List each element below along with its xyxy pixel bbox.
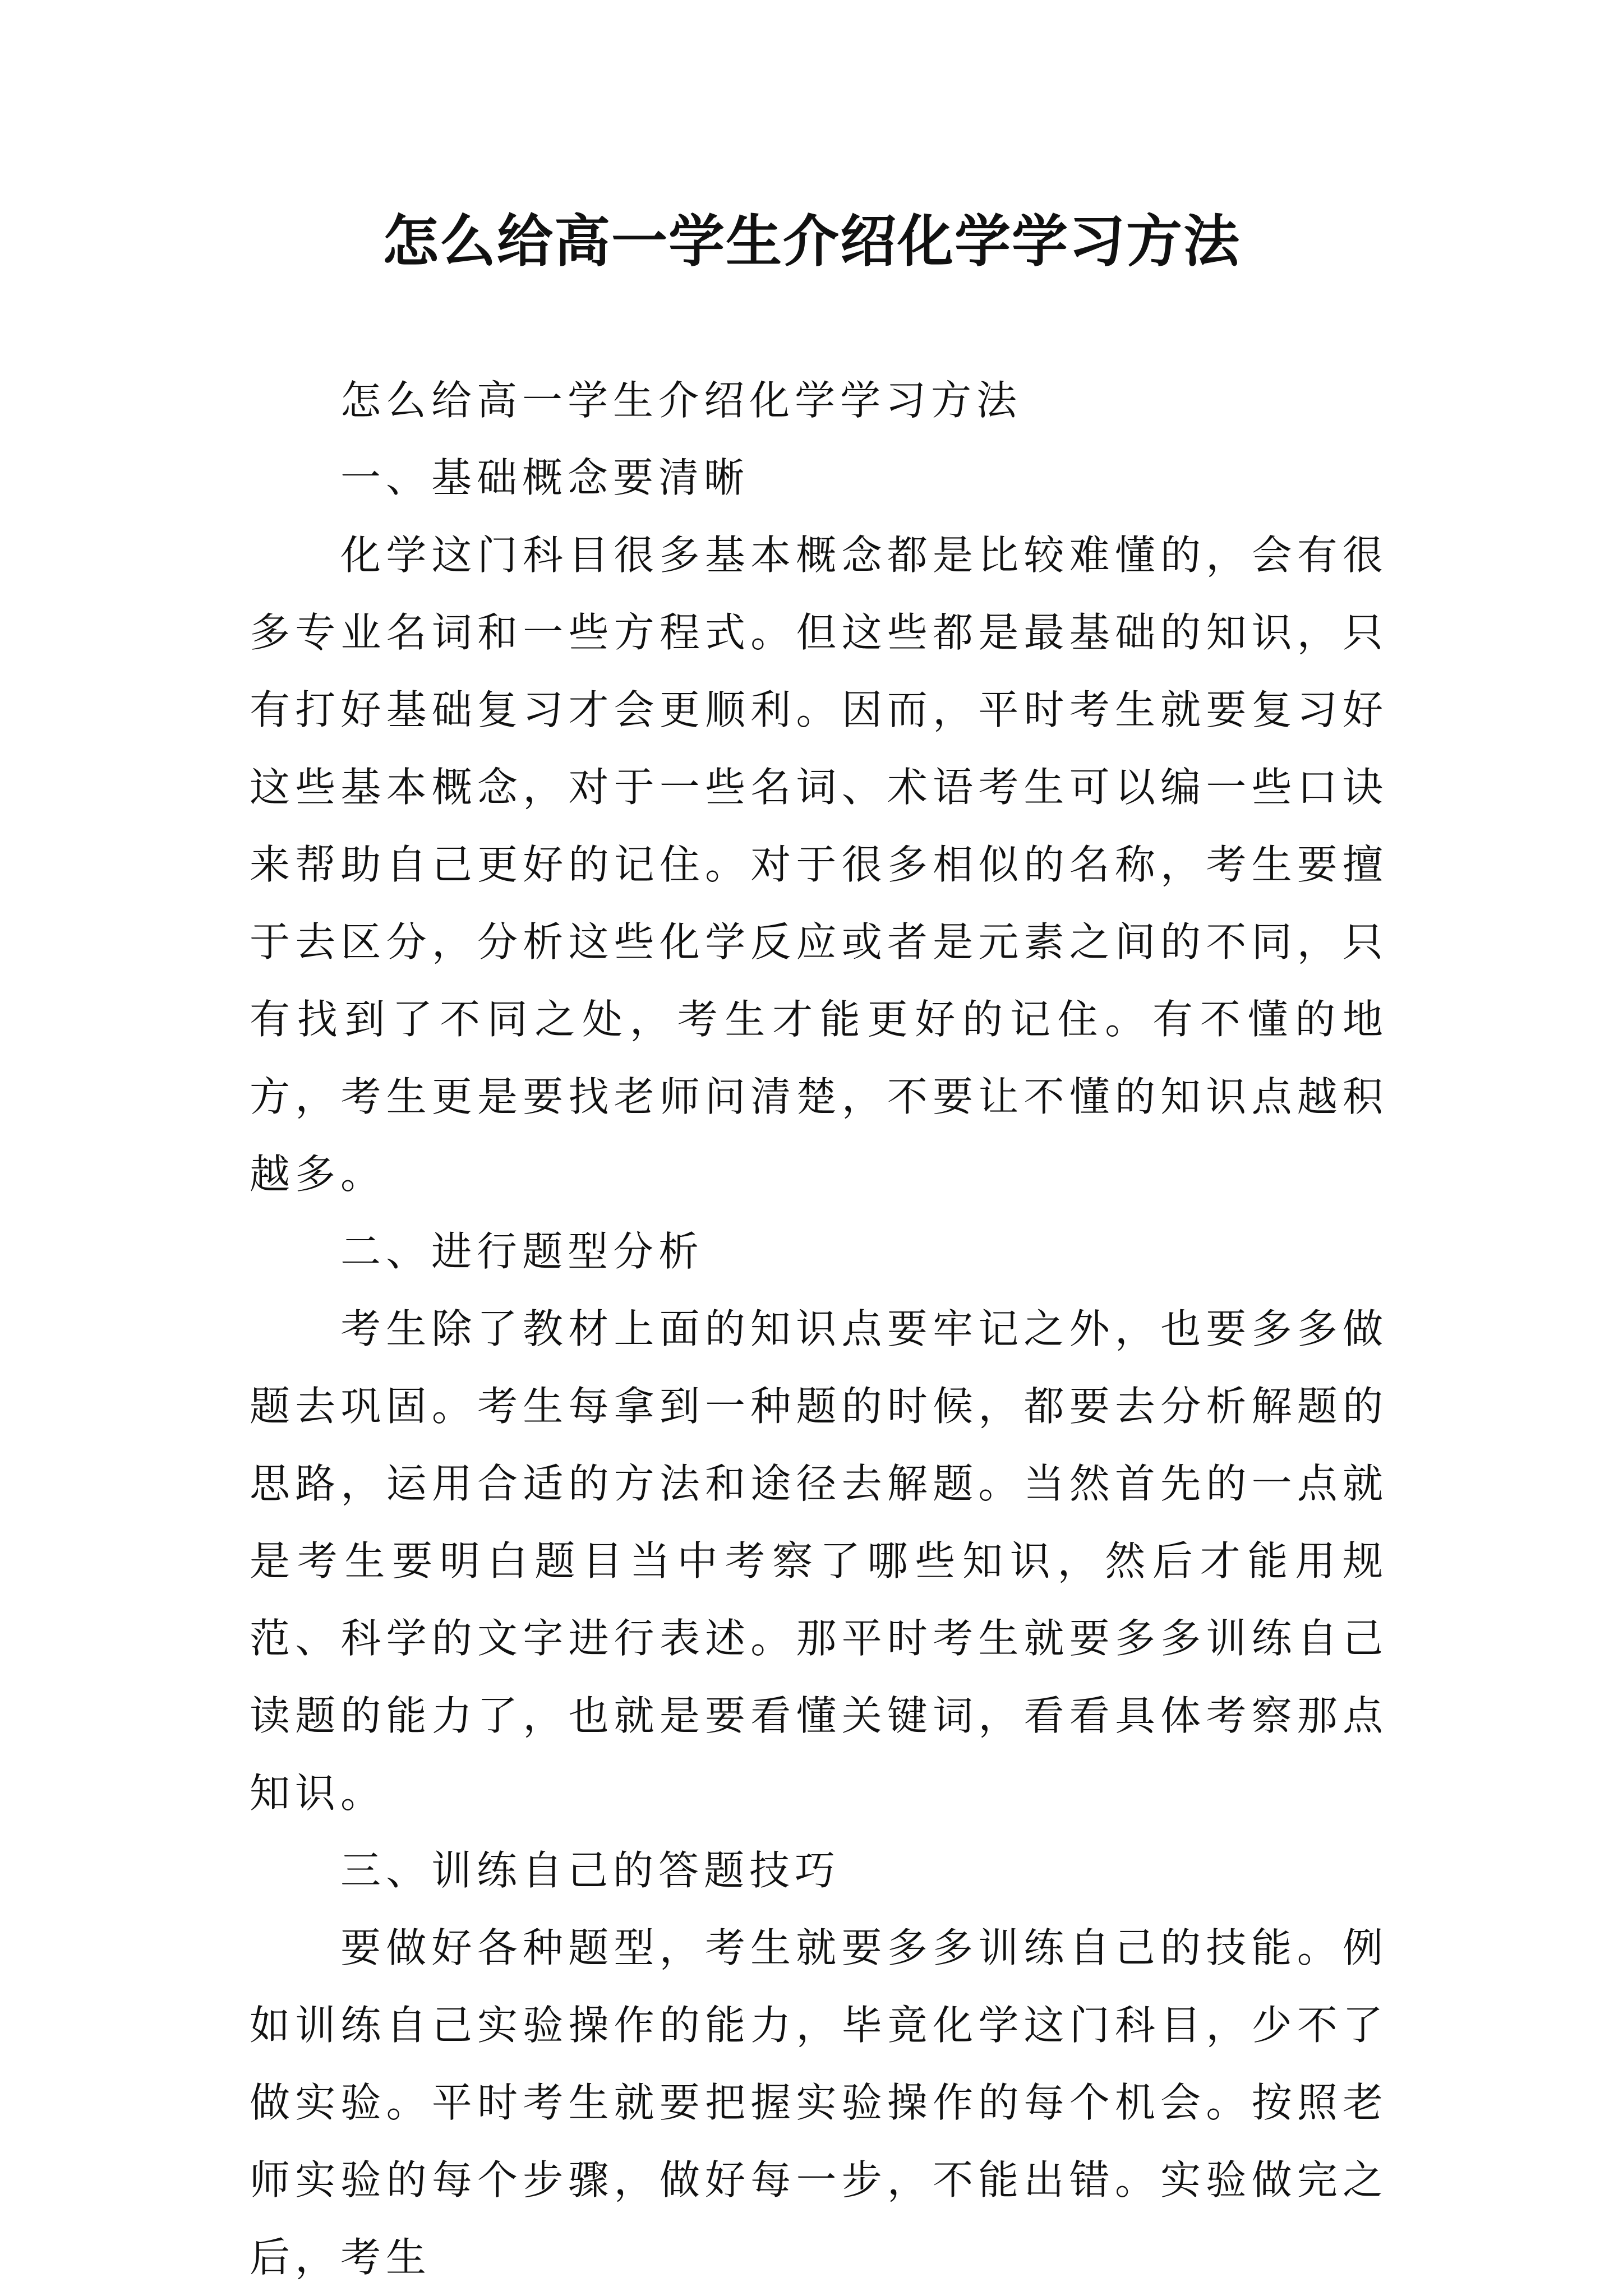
document-body bbox=[250, 362, 1388, 2296]
paragraph-section-2: 考生除了教材上面的知识点要牢记之外，也要多多做题去巩固。考生每拿到一种题的时候，都要去分析解题的思路，运用合适的方法和途径去解题。当然首先的一点就是考生要明白题目当中考察了哪些知识，然后才能用规范、科学的文字进行表述。那平时考生就要多多训练自己读题的能力了，也就是要看懂关键词，看看具体考察那点知识。 bbox=[250, 1305, 1388, 1817]
section-heading-3: 三、训练自己的答题技巧 bbox=[340, 1847, 841, 1894]
paragraph-section-3: 要做好各种题型，考生就要多多训练自己的技能。例如训练自己实验操作的能力，毕竟化学这门科目，少不了做实验。平时考生就要把握实验操作的每个机会。按照老师实验的每个步骤，做好每一步，不能出错。实验做完之后，考生 bbox=[250, 1924, 1388, 2281]
section-heading-1: 一、基础概念要清晰 bbox=[340, 454, 750, 501]
paragraph-section-1: 化学这门科目很多基本概念都是比较难懂的，会有很多专业名词和一些方程式。但这些都是最基础的知识，只有打好基础复习才会更顺利。因而，平时考生就要复习好这些基本概念，对于一些名词、术语考生可以编一些口诀来帮助自己更好的记住。对于很多相似的名称，考生要擅于去区分，分析这些化学反应或者是元素之间的不同，只有找到了不同之处，考生才能更好的记住。有不懂的地方，考生更是要找老师问清楚，不要让不懂的知识点越积越多。 bbox=[250, 532, 1388, 1198]
document-title: 怎么给高一学生介绍化学学习方法 bbox=[382, 208, 1241, 274]
section-heading-2: 二、进行题型分析 bbox=[340, 1228, 704, 1275]
paragraph-subtitle: 怎么给高一学生介绍化学学习方法 bbox=[340, 377, 1022, 424]
